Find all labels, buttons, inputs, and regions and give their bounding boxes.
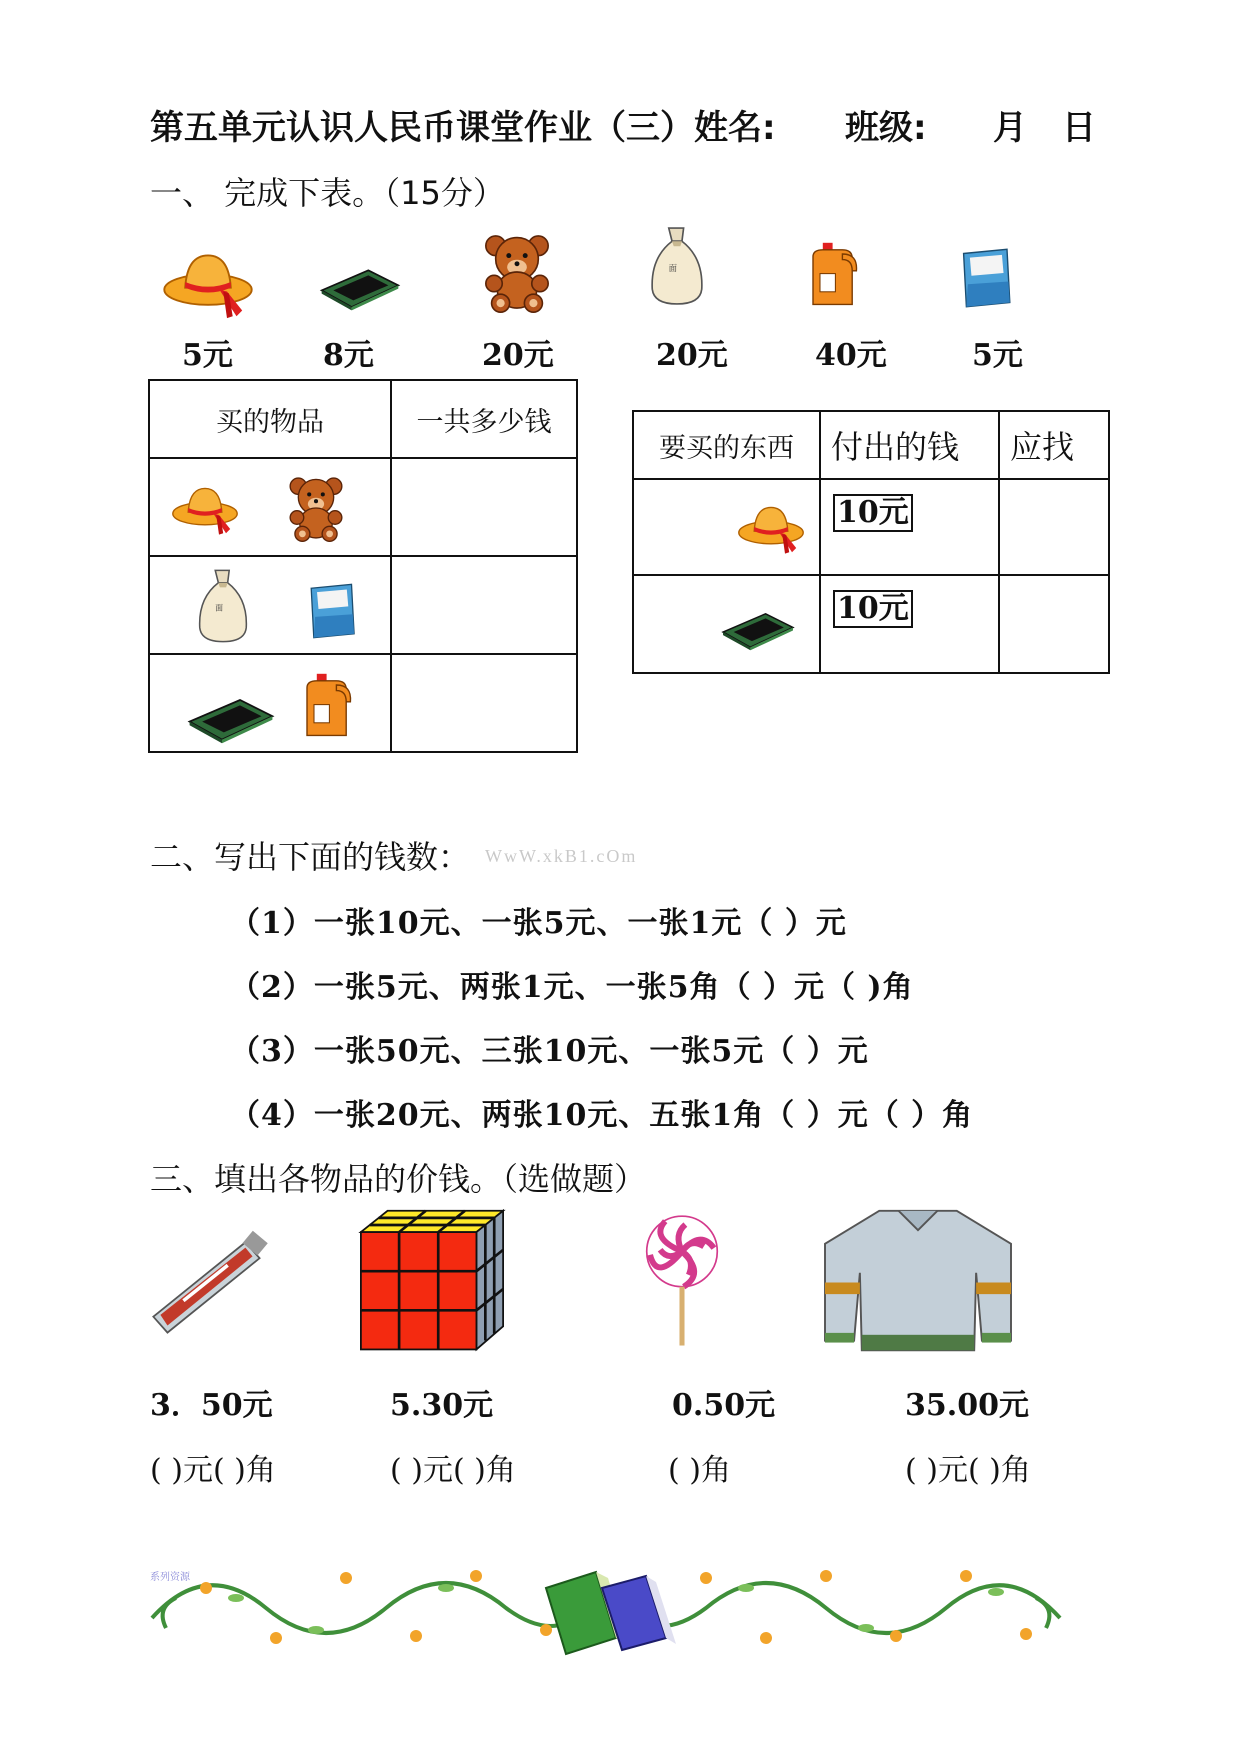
table-row <box>149 654 577 752</box>
section1-heading: 一、 完成下表。（15分） <box>150 174 505 212</box>
oil-jug-icon <box>300 669 356 743</box>
footer-tiny-text: 系列资源 <box>150 1572 190 1583</box>
total-cost-table <box>148 379 578 753</box>
table-row <box>149 458 577 556</box>
table-header: 应找 <box>999 411 1109 479</box>
oil-jug-icon <box>806 238 862 312</box>
pencil-box-icon <box>186 691 276 745</box>
vine-border-icon <box>146 1548 1066 1658</box>
paid-amount: 10元 <box>833 590 913 628</box>
table-header: 一共多少钱 <box>391 380 577 458</box>
answer-cell[interactable] <box>391 458 577 556</box>
item-price: 5元 <box>972 338 1023 373</box>
sweater-icon <box>818 1205 1018 1360</box>
page-title-row <box>150 100 1110 148</box>
table-header: 要买的东西 <box>633 411 820 479</box>
item-price: 3．50元 <box>150 1388 273 1423</box>
flour-bag-icon <box>192 563 254 649</box>
change-answer-cell[interactable] <box>999 575 1109 673</box>
pencil-box-icon <box>318 262 402 312</box>
items-cell <box>149 556 391 654</box>
item-price: 20元 <box>656 338 728 373</box>
paid-cell <box>820 575 999 673</box>
table-row <box>633 575 1109 673</box>
table-row <box>633 479 1109 575</box>
watermark-text: WwW.xkB1.cOm <box>485 846 638 866</box>
hat-icon <box>160 244 256 320</box>
paid-cell <box>820 479 999 575</box>
day-label: 日 <box>1062 108 1096 148</box>
hat-icon <box>736 490 806 564</box>
toothpaste-icon <box>148 1228 272 1338</box>
teddy-bear-icon <box>476 228 558 316</box>
item-cell <box>633 479 820 575</box>
change-table <box>632 410 1110 674</box>
items-cell <box>149 654 391 752</box>
table-header: 付出的钱 <box>820 411 999 479</box>
class-label: 班级: <box>845 108 927 148</box>
answer-cell[interactable] <box>391 556 577 654</box>
pencil-box-icon <box>720 606 796 652</box>
item-price: 40元 <box>815 338 887 373</box>
money-question: （3）一张50元、三张10元、一张5元（ ）元 <box>230 1034 869 1069</box>
price-answer-blank[interactable]: ( )角 <box>668 1453 731 1488</box>
rubiks-cube-icon <box>352 1205 512 1357</box>
item-price: 20元 <box>482 338 554 373</box>
item-cell <box>633 575 820 673</box>
table-header: 买的物品 <box>149 380 391 458</box>
money-question: （2）一张5元、两张1元、一张5角（ ）元（ )角 <box>230 970 914 1005</box>
snack-pack-icon <box>958 246 1014 310</box>
money-question: （1）一张10元、一张5元、一张1元（ ）元 <box>230 906 847 941</box>
item-price: 5元 <box>182 338 233 373</box>
hat-icon <box>170 479 240 537</box>
paid-amount: 10元 <box>833 494 913 532</box>
price-answer-blank[interactable]: ( )元( )角 <box>150 1453 276 1488</box>
snack-pack-icon <box>306 581 358 641</box>
item-price: 8元 <box>323 338 374 373</box>
change-answer-cell[interactable] <box>999 479 1109 575</box>
answer-cell[interactable] <box>391 654 577 752</box>
lollipop-icon <box>640 1212 724 1348</box>
price-answer-blank[interactable]: ( )元( )角 <box>905 1453 1031 1488</box>
table-row <box>149 556 577 654</box>
item-price: 35.00元 <box>905 1388 1029 1423</box>
teddy-bear-icon <box>282 471 350 545</box>
flour-bag-icon <box>644 220 710 312</box>
item-price: 0.50元 <box>672 1388 776 1423</box>
item-price: 5.30元 <box>390 1388 494 1423</box>
section2-heading: 二、写出下面的钱数： <box>150 838 471 876</box>
items-cell <box>149 458 391 556</box>
price-answer-blank[interactable]: ( )元( )角 <box>390 1453 516 1488</box>
month-label: 月 <box>993 108 1027 148</box>
section3-heading: 三、填出各物品的价钱。（选做题） <box>150 1160 647 1198</box>
money-question: （4）一张20元、两张10元、五张1角（ ）元（ ）角 <box>230 1098 974 1133</box>
books-icon <box>546 1572 676 1654</box>
worksheet-title: 第五单元认识人民币课堂作业（三）姓名: <box>150 108 776 148</box>
